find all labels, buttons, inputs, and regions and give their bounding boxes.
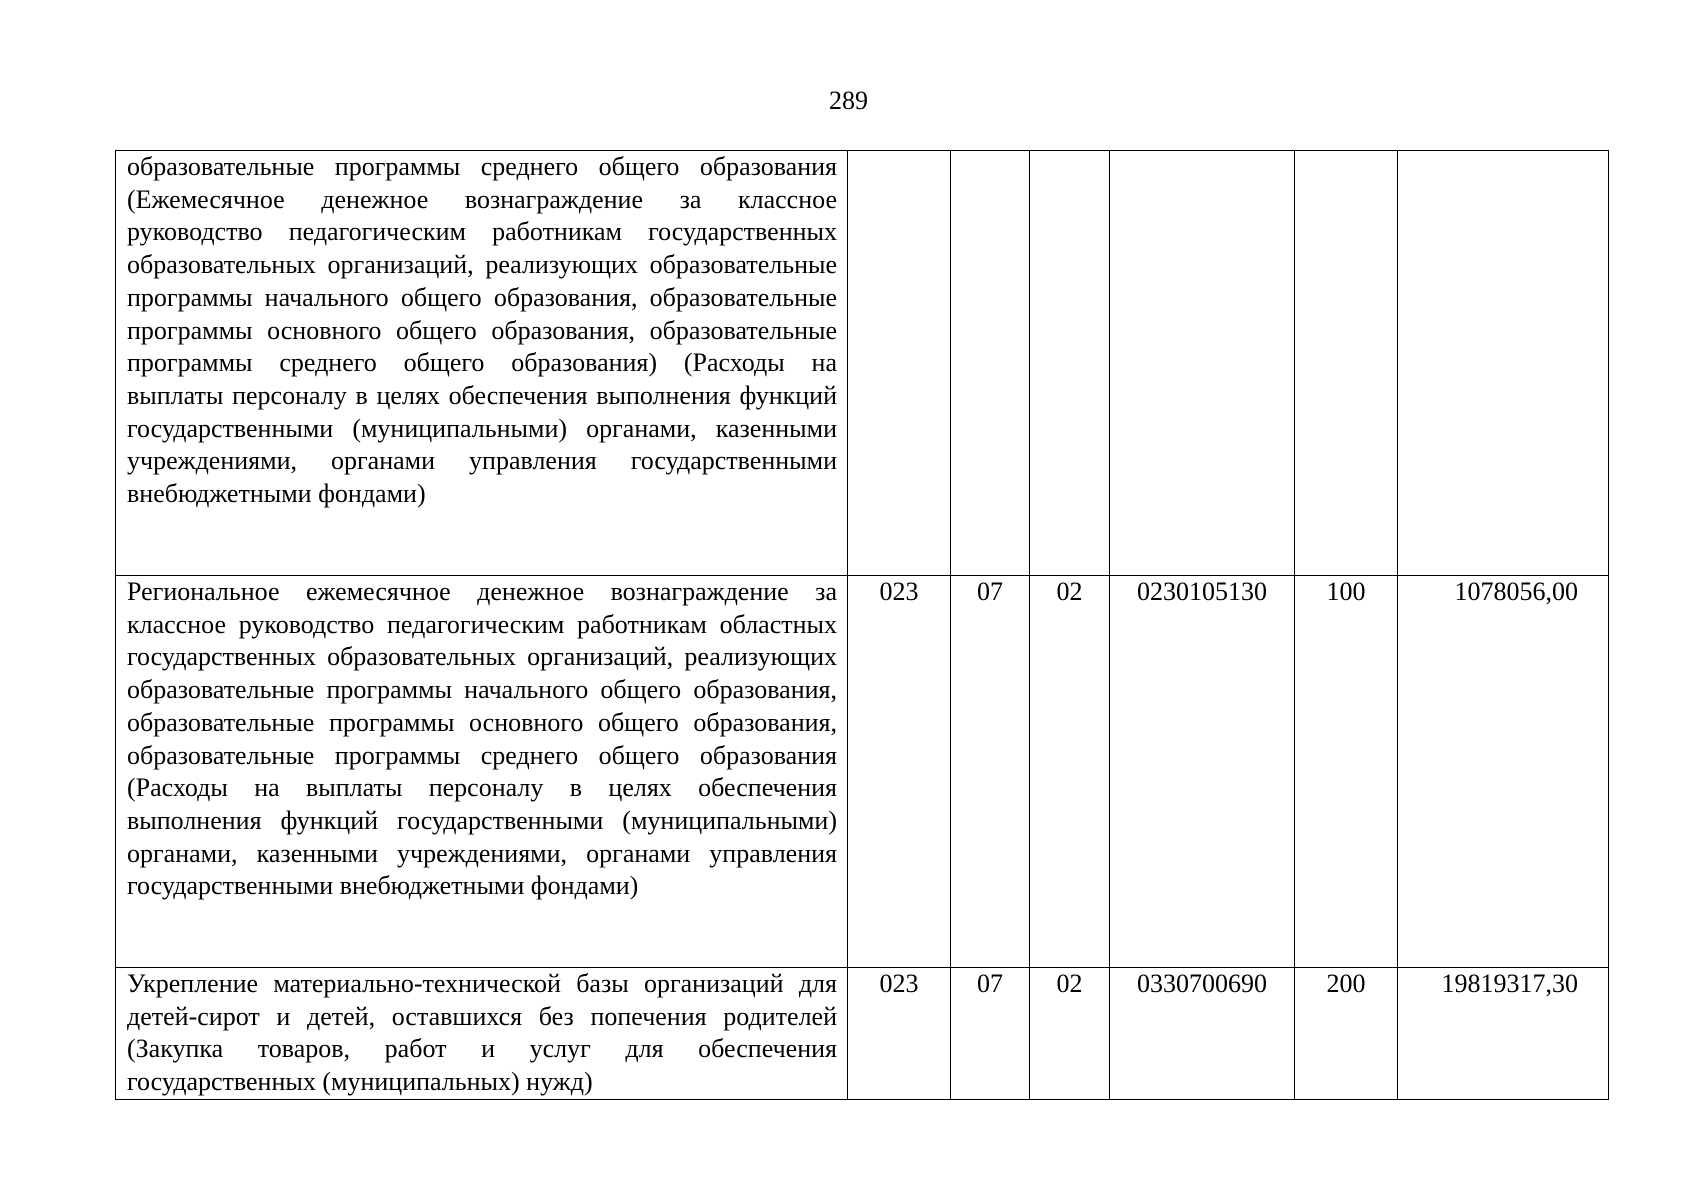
amount-cell: 19819317,30	[1398, 968, 1609, 1100]
expense-type-cell	[1295, 151, 1398, 576]
budget-table	[115, 150, 1609, 1100]
section-code-cell	[951, 151, 1030, 576]
ministry-code-cell: 023	[848, 576, 951, 968]
amount-cell	[1398, 151, 1609, 576]
row-description: образовательные программы среднего общего образования (Ежемесячное денежное вознаграждение за классное руководство педагогическим работникам государственных образовательных организаций, реализующих образовательные программы начального общего образования, образовательные программы основного общего образования, образовательные программы среднего общего образования) (Расходы на выплаты персоналу в целях обеспечения выполнения функций государственными (муниципальными) органами, казенными учреждениями, органами управления государственными внебюджетными фондами)	[116, 151, 848, 576]
section-code-cell: 07	[951, 968, 1030, 1100]
page-number: 289	[829, 86, 868, 115]
table-row	[116, 151, 1609, 576]
table-row	[116, 968, 1609, 1100]
expense-type-cell: 100	[1295, 576, 1398, 968]
target-article-cell: 0330700690	[1110, 968, 1295, 1100]
row-description: Региональное ежемесячное денежное вознаграждение за классное руководство педагогическим работникам областных государственных образовательных организаций, реализующих образовательные программы начального общего образования, образовательные программы основного общего образования, образовательные программы среднего общего образования (Расходы на выплаты персоналу в целях обеспечения выполнения функций государственными (муниципальными) органами, казенными учреждениями, органами управления государственными внебюджетными фондами)	[116, 576, 848, 968]
amount-cell: 1078056,00	[1398, 576, 1609, 968]
row-description: Укрепление материально-технической базы организаций для детей-сирот и детей, оставшихся без попечения родителей (Закупка товаров, работ и услуг для обеспечения государственных (муниципальных) нужд)	[116, 968, 848, 1100]
ministry-code-cell: 023	[848, 968, 951, 1100]
subsection-code-cell	[1030, 151, 1110, 576]
table-row	[116, 576, 1609, 968]
ministry-code-cell	[848, 151, 951, 576]
section-code-cell: 07	[951, 576, 1030, 968]
target-article-cell: 0230105130	[1110, 576, 1295, 968]
subsection-code-cell: 02	[1030, 968, 1110, 1100]
expense-type-cell: 200	[1295, 968, 1398, 1100]
target-article-cell	[1110, 151, 1295, 576]
subsection-code-cell: 02	[1030, 576, 1110, 968]
